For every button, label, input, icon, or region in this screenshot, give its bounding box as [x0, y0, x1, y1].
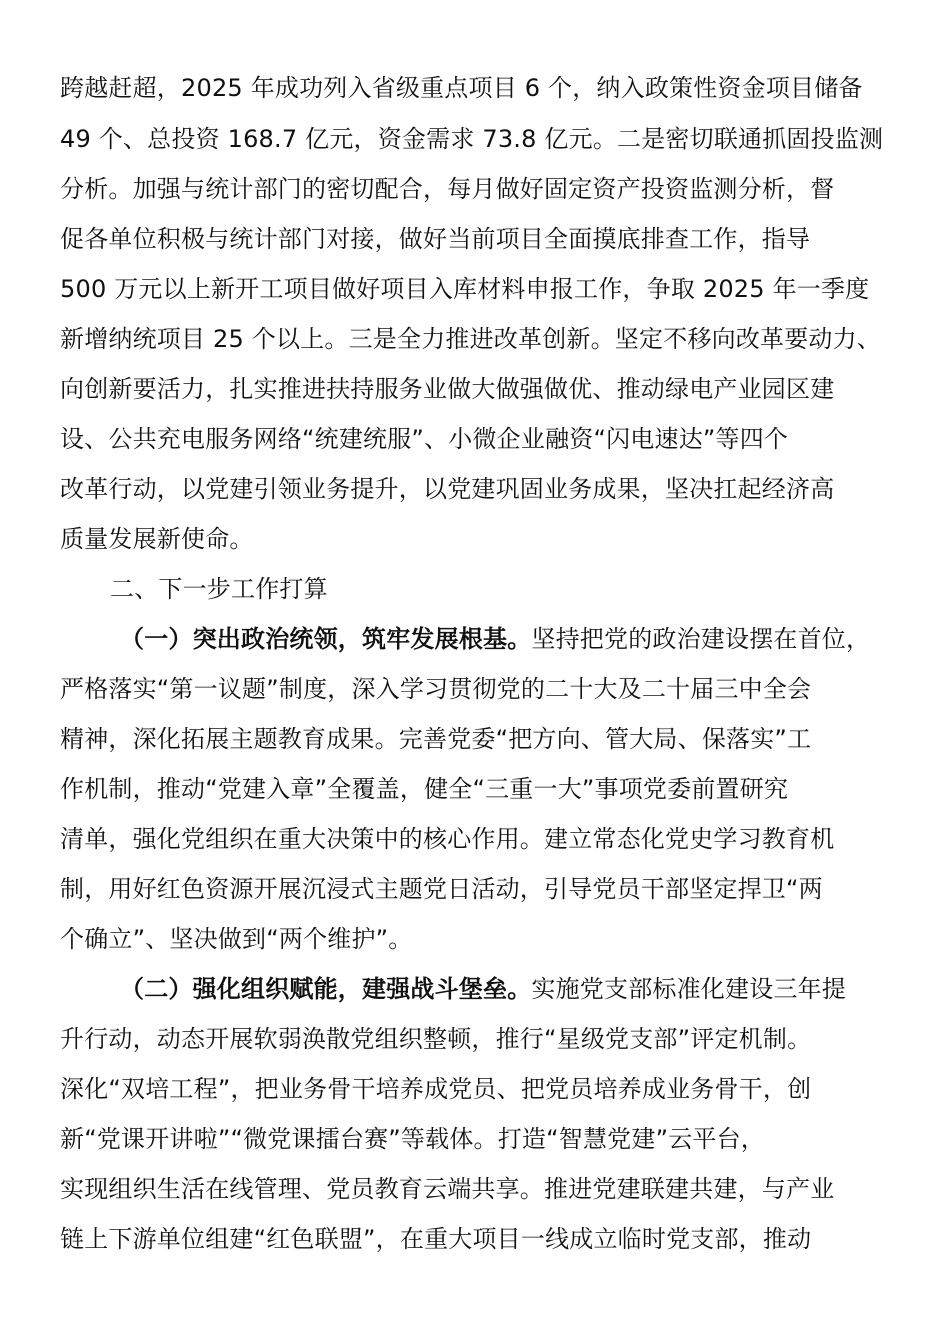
paragraph-line: 清单，强化党组织在重大决策中的核心作用。建立常态化党史学习教育机 [60, 825, 835, 853]
paragraph-line: 设、公共充电服务网络“统建统服”、小微企业融资“闪电速达”等四个 [60, 425, 789, 453]
paragraph-line: 升行动，动态开展软弱涣散党组织整顿，推行“星级党支部”评定机制。 [60, 1025, 812, 1053]
paragraph-line: 实现组织生活在线管理、党员教育云端共享。推进党建联建共建，与产业 [60, 1175, 835, 1203]
paragraph-line: 深化“双培工程”，把业务骨干培养成党员、把党员培养成业务骨干，创 [60, 1075, 812, 1103]
paragraph-line: 新“党课开讲啦”“微党课擂台赛”等载体。打造“智慧党建”云平台， [60, 1125, 765, 1153]
paragraph-line: 质量发展新使命。 [60, 525, 254, 553]
item-one-first-text: 坚持把党的政治建设摆在首位， [531, 625, 871, 653]
paragraph-line: 49 个、总投资 168.7 亿元，资金需求 73.8 亿元。二是密切联通抓固投监测 [60, 125, 884, 153]
paragraph-line: 制，用好红色资源开展沉浸式主题党日活动，引导党员干部坚定捍卫“两 [60, 875, 823, 903]
paragraph-line: 新增纳统项目 25 个以上。三是全力推进改革创新。坚定不移向改革要动力、 [60, 325, 881, 353]
paragraph-line: 向创新要活力，扎实推进扶持服务业做大做强做优、推动绿电产业园区建 [60, 375, 835, 403]
paragraph-line: 促各单位积极与统计部门对接，做好当前项目全面摸底排查工作，指导 [60, 225, 811, 253]
item-one-title: （一）突出政治统领，筑牢发展根基。 [120, 625, 532, 653]
paragraph-line: 跨越赶超，2025 年成功列入省级重点项目 6 个，纳入政策性资金项目储备 [60, 74, 863, 102]
item-one-first-line [120, 624, 950, 654]
paragraph-line: 作机制，推动“党建入章”全覆盖，健全“三重一大”事项党委前置研究 [60, 775, 789, 803]
paragraph-line: 500 万元以上新开工项目做好项目入库材料申报工作，争取 2025 年一季度 [60, 275, 870, 303]
paragraph-line: 严格落实“第一议题”制度，深入学习贯彻党的二十大及二十届三中全会 [60, 675, 812, 703]
paragraph-line: 链上下游单位组建“红色联盟”，在重大项目一线成立临时党支部，推动 [60, 1225, 812, 1253]
paragraph-line: 分析。加强与统计部门的密切配合，每月做好固定资产投资监测分析，督 [60, 175, 835, 203]
item-two-first-line [120, 974, 950, 1004]
section-heading: 二、下一步工作打算 [110, 575, 328, 603]
paragraph-line: 个确立”、坚决做到“两个维护”。 [60, 925, 413, 953]
paragraph-line: 改革行动，以党建引领业务提升，以党建巩固业务成果，坚决扛起经济高 [60, 475, 835, 503]
item-two-first-text: 实施党支部标准化建设三年提 [531, 975, 847, 1003]
item-two-title: （二）强化组织赋能，建强战斗堡垒。 [120, 975, 532, 1003]
paragraph-line: 精神，深化拓展主题教育成果。完善党委“把方向、管大局、保落实”工 [60, 725, 812, 753]
